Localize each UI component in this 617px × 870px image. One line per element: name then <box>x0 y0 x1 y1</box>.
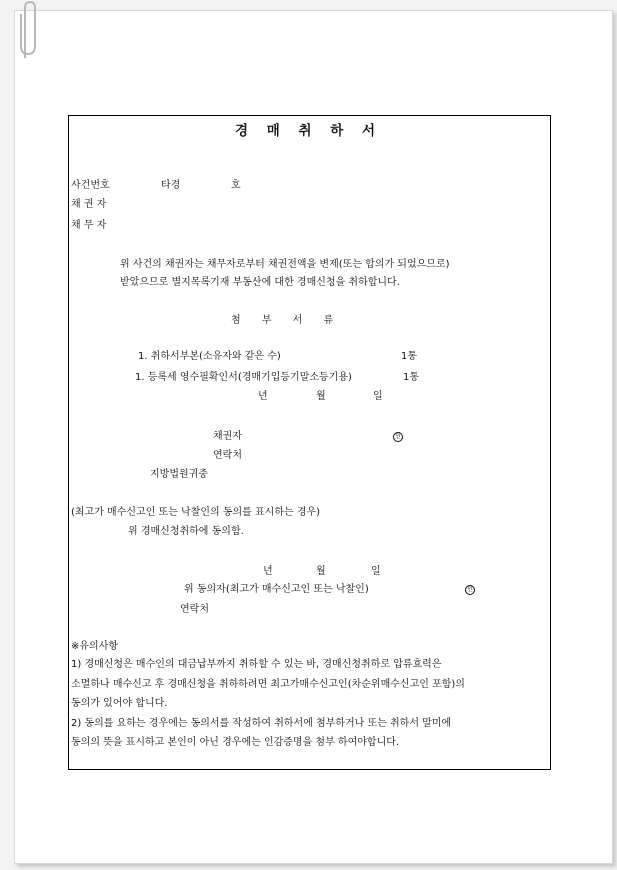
consent-statement: 위 경매신청취하에 동의함. <box>128 526 244 537</box>
note-line: 동의가 있어야 합니다. <box>71 698 168 709</box>
seal-mark: 인 <box>465 585 475 595</box>
notes-heading: ※유의사항 <box>71 641 119 652</box>
consent-condition: (최고가 매수신고인 또는 낙찰인의 동의를 표시하는 경우) <box>71 507 321 518</box>
date-month-label: 월 <box>316 391 326 402</box>
signer-creditor-label: 채권자 <box>213 431 242 442</box>
consenter-contact-label: 연락처 <box>180 604 209 615</box>
note-line: 소멸하나 매수신고 후 경매신청을 취하하려면 최고가매수신고인(차순위매수신고인 포함)의 <box>71 679 465 690</box>
date-day-label: 일 <box>371 566 381 577</box>
case-suffix: 호 <box>231 180 241 191</box>
date-month-label: 월 <box>316 566 326 577</box>
signer-contact-label: 연락처 <box>213 450 242 461</box>
consenter-label: 위 동의자(최고가 매수신고인 또는 낙찰인) <box>184 584 369 595</box>
body-line-2: 받았으므로 별지목록기재 부동산에 대한 경매신청을 취하합니다. <box>120 277 400 288</box>
date-year-label: 년 <box>263 566 273 577</box>
attachment-item-text: 1. 등록세 영수필확인서(경매기입등기말소등기용) <box>135 372 352 383</box>
paperclip-icon <box>14 0 36 60</box>
attachment-item-text: 1. 취하서부본(소유자와 같은 수) <box>138 351 281 362</box>
attachment-item-count: 1통 <box>403 372 420 383</box>
attachments-heading: 첨 부 서 류 <box>231 315 343 326</box>
note-line: 2) 동의를 요하는 경우에는 동의서를 작성하여 취하서에 첨부하거나 또는 취하서 말미에 <box>71 718 452 729</box>
note-line: 동의의 뜻을 표시하고 본인이 아닌 경우에는 인감증명을 첨부 하여야합니다. <box>71 737 400 748</box>
body-line-1: 위 사건의 채권자는 채무자로부터 채권전액을 변제(또는 합의가 되었으므로) <box>120 259 450 270</box>
case-number-label: 사건번호 <box>71 180 110 191</box>
case-type: 타경 <box>161 180 181 191</box>
attachment-item-count: 1통 <box>401 351 418 362</box>
debtor-label: 채 무 자 <box>71 220 107 231</box>
date-day-label: 일 <box>373 391 383 402</box>
seal-mark: 인 <box>393 432 403 442</box>
creditor-label: 채 권 자 <box>71 199 107 210</box>
document-title: 경 매 취 하 서 <box>234 123 382 139</box>
document-frame <box>68 115 551 770</box>
note-line: 1) 경매신청은 매수인의 대금납부까지 취하할 수 있는 바, 경매신청취하로 압류효력은 <box>71 659 442 670</box>
court-addressee: 지방법원귀중 <box>150 469 208 480</box>
date-year-label: 년 <box>258 391 268 402</box>
